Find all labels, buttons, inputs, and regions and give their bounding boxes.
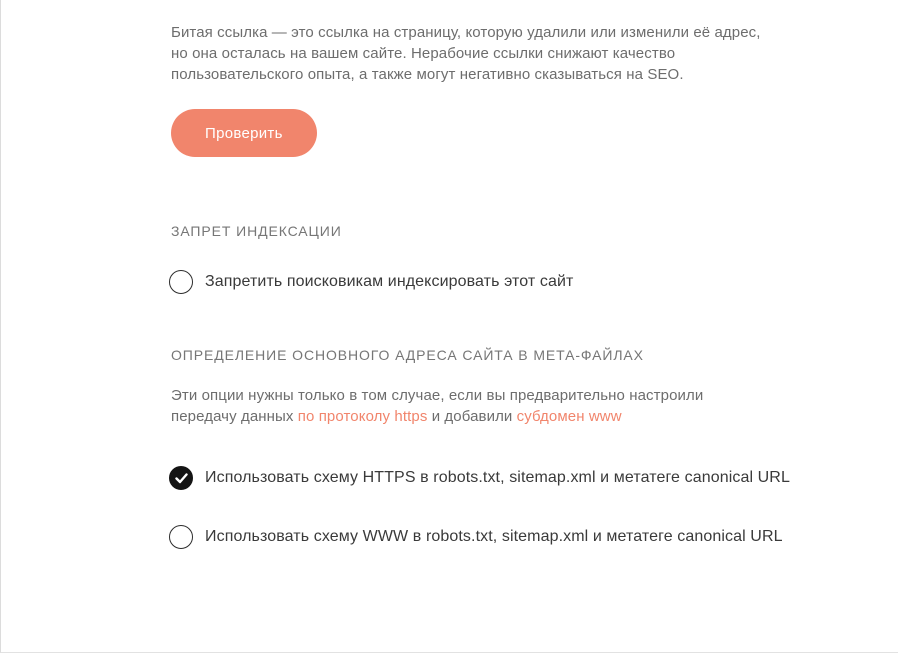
check-icon <box>175 473 188 484</box>
option-label-www: Использовать схему WWW в robots.txt, sitemap.xml и метатеге canonical URL <box>205 528 783 545</box>
meta-description-text-before: Эти опции нужны только в том случае, если вы предварительно настроили передачу данных <box>171 387 704 425</box>
www-subdomain-link[interactable]: субдомен www <box>516 408 622 425</box>
https-protocol-link[interactable]: по протоколу https <box>297 408 428 425</box>
meta-description-text-middle: и добавили <box>427 408 517 425</box>
section-title-indexing: ЗАПРЕТ ИНДЕКСАЦИИ <box>171 223 342 239</box>
meta-files-description <box>171 385 749 427</box>
broken-link-description: Битая ссылка — это ссылка на страницу, которую удалили или изменили её адрес, но она осталась на вашем сайте. Нерабочие ссылки снижают качество пользовательского опыта, а также могут негативно сказываться на SEO. <box>171 24 761 83</box>
option-https-scheme[interactable] <box>169 466 790 490</box>
checkbox-circle-https[interactable] <box>169 466 193 490</box>
check-button[interactable]: Проверить <box>171 109 317 157</box>
section-title-meta-files: ОПРЕДЕЛЕНИЕ ОСНОВНОГО АДРЕСА САЙТА В МЕТА-ФАЙЛАХ <box>171 347 644 363</box>
option-www-scheme[interactable] <box>169 525 783 549</box>
radio-circle-noindex[interactable] <box>169 270 193 294</box>
option-label-https: Использовать схему HTTPS в robots.txt, sitemap.xml и метатеге canonical URL <box>205 469 790 486</box>
option-label-noindex: Запретить поисковикам индексировать этот сайт <box>205 273 574 290</box>
option-noindex[interactable] <box>169 270 573 294</box>
checkbox-circle-www[interactable] <box>169 525 193 549</box>
